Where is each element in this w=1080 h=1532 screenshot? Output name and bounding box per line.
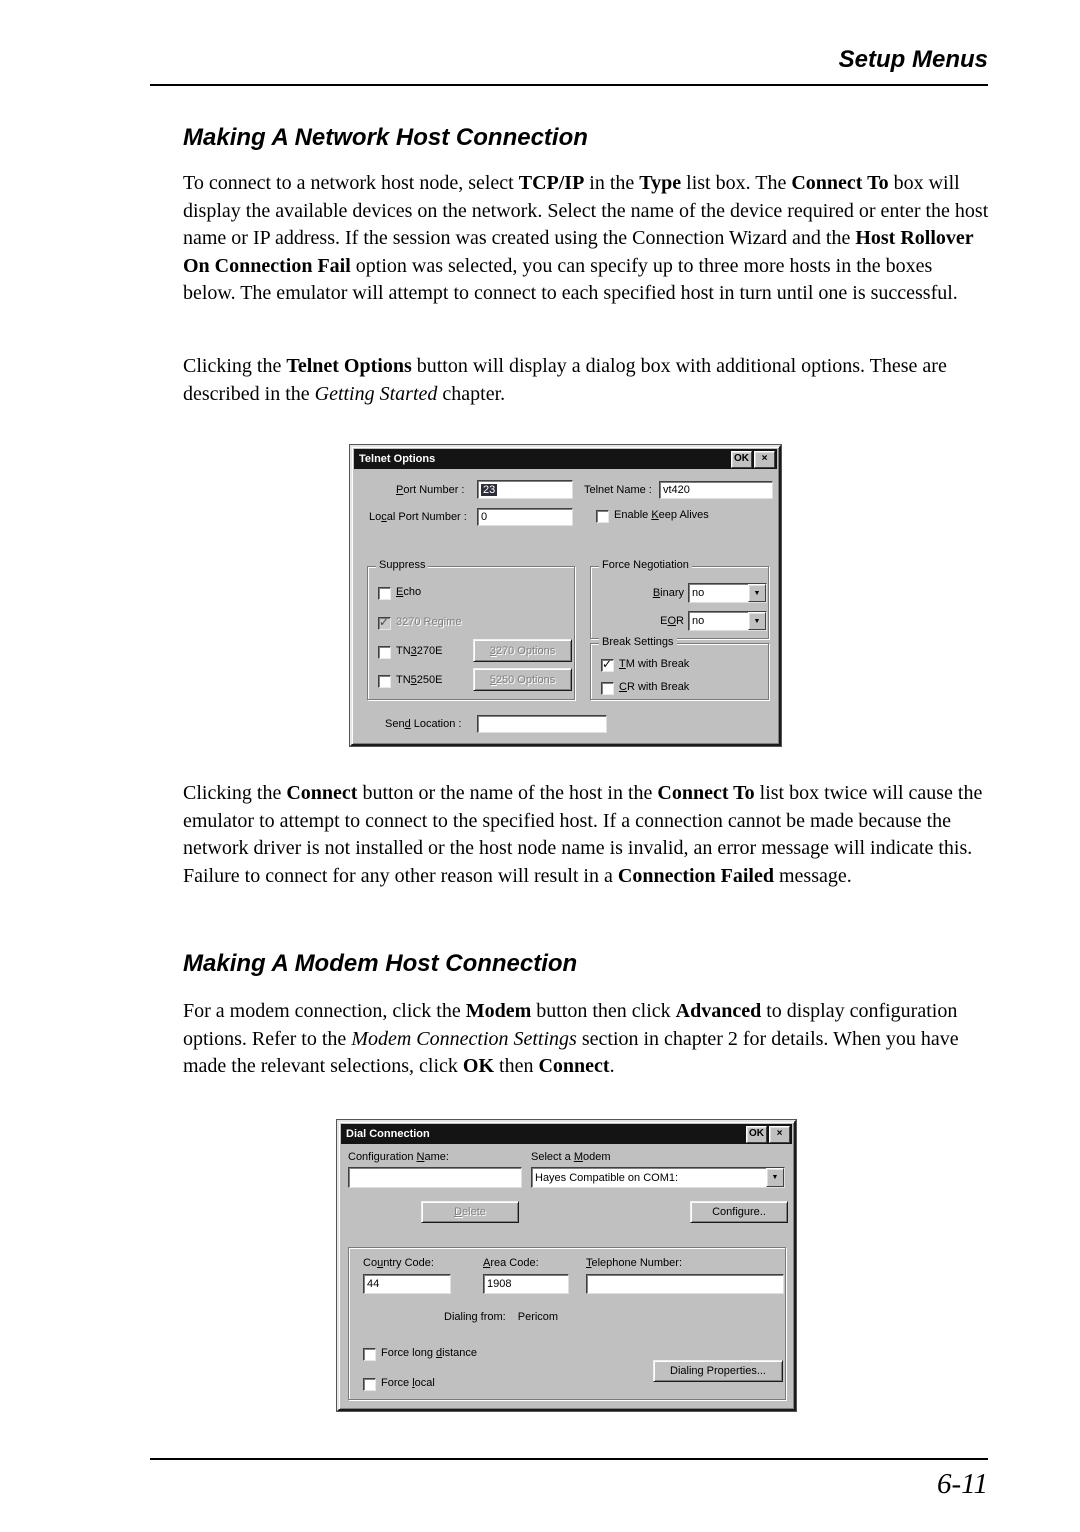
eor-select[interactable]: [688, 611, 767, 631]
ok-button[interactable]: OK: [731, 451, 752, 468]
force-negotiation-group: [590, 559, 769, 639]
delete-button[interactable]: D elete: [421, 1201, 519, 1223]
paragraph-network-3: Clicking the Connect button or the name of the host in the Connect To list box twice will cause the emulator to attempt to connect to the specified host. If a connection cannot be made because the network driver is not installed or the host node name is invalid, an error message will indicate this. Failure to connect for any other reason will result in a Connection Failed message.: [183, 782, 983, 887]
tm-break-checkbox[interactable]: [601, 659, 614, 672]
close-button[interactable]: ×: [769, 1126, 790, 1143]
telephone-number-label: Telephone Number:: [586, 1257, 683, 1269]
force-long-distance-label[interactable]: Force long distance: [381, 1347, 478, 1359]
port-number-value: 23: [483, 483, 496, 496]
5250-options-button[interactable]: 5 250 Options: [473, 668, 572, 691]
dial-connection-dialog: [337, 1120, 796, 1411]
telephone-number-input[interactable]: [586, 1274, 784, 1294]
area-code-label: Area Code:: [483, 1257, 539, 1269]
select-modem-label: Select a Modem: [531, 1151, 611, 1163]
cr-break-label[interactable]: CR with Break: [619, 681, 690, 693]
country-code-label: Country Code:: [363, 1257, 434, 1269]
country-code-input[interactable]: 44: [363, 1274, 451, 1294]
binary-label: Binary: [652, 587, 684, 599]
modem-select[interactable]: [531, 1167, 785, 1188]
keep-alives-checkbox-row: [596, 509, 709, 523]
telnet-dialog-title: Telnet Options: [359, 453, 436, 465]
telnet-dialog-titlebar[interactable]: [354, 449, 777, 469]
header-rule: [150, 84, 988, 86]
suppress-group-label: Suppress: [376, 559, 428, 571]
close-button[interactable]: ×: [754, 451, 775, 468]
port-number-input[interactable]: [477, 480, 573, 499]
binary-value: no: [692, 587, 705, 599]
configure-button[interactable]: Confi g ure..: [690, 1201, 788, 1223]
telnet-options-dialog: [350, 445, 781, 746]
paragraph-modem-1: For a modem connection, click the Modem button then click Advanced to display configuration options. Refer to the Modem Connection Settings section in chapter 2 for details. When you have made the relevant selections, click OK then Connect.: [183, 1000, 959, 1077]
dialing-from-row: [444, 1311, 558, 1323]
tn3270e-checkbox-row: [378, 645, 443, 659]
3270-regime-label: 3270 Regime: [396, 616, 462, 628]
3270-options-button[interactable]: 3 270 Options: [473, 639, 572, 662]
paragraph-network-2: Clicking the Telnet Options button will display a dialog box with additional options. These are described in the Getting Started chapter.: [183, 355, 947, 405]
tm-break-label[interactable]: TM with Break: [619, 658, 690, 670]
tn3270e-checkbox[interactable]: [378, 646, 391, 659]
section-heading-modem: Making A Modem Host Connection: [183, 950, 578, 977]
ok-button[interactable]: OK: [746, 1126, 767, 1143]
echo-label[interactable]: Echo: [396, 586, 422, 598]
break-settings-group-label: Break Settings: [599, 636, 677, 648]
force-negotiation-group-label: Force Negotiation: [599, 559, 692, 571]
tn5250e-checkbox[interactable]: [378, 675, 391, 688]
tm-break-checkbox-row: [601, 658, 689, 672]
area-code-input[interactable]: 1908: [483, 1274, 569, 1294]
break-settings-group: [590, 636, 769, 700]
telnet-name-input[interactable]: vt420: [659, 481, 773, 499]
echo-checkbox-row: [378, 586, 421, 600]
tn5250e-label[interactable]: TN5250E: [396, 674, 443, 686]
3270-regime-checkbox-row: [378, 616, 461, 630]
dialing-group: [348, 1247, 786, 1400]
modem-value: Hayes Compatible on COM1:: [535, 1171, 679, 1184]
port-number-label: Port Number :: [396, 484, 465, 496]
footer-rule: [150, 1458, 988, 1460]
cr-break-checkbox-row: [601, 681, 689, 695]
3270-regime-checkbox[interactable]: [378, 617, 391, 630]
keep-alives-label[interactable]: Enable Keep Alives: [614, 509, 709, 521]
suppress-group: [367, 559, 575, 700]
local-port-input[interactable]: 0: [477, 508, 573, 526]
echo-checkbox[interactable]: [378, 587, 391, 600]
dialing-properties-button[interactable]: Dialing Properties...: [653, 1360, 783, 1382]
local-port-label: Local Port Number :: [369, 511, 467, 523]
tn5250e-checkbox-row: [378, 674, 443, 688]
force-long-distance-checkbox-row: [363, 1347, 477, 1361]
page-number: 6-11: [936, 1468, 988, 1500]
configuration-name-input[interactable]: [348, 1167, 522, 1188]
telnet-name-label: Telnet Name :: [584, 484, 652, 496]
chevron-down-icon[interactable]: ▼: [766, 1168, 784, 1187]
send-location-label: Send Location :: [385, 718, 462, 730]
keep-alives-checkbox[interactable]: [596, 510, 609, 523]
dialing-from-value: Pericom: [517, 1311, 559, 1323]
running-head: Setup Menus: [838, 46, 988, 73]
dial-dialog-titlebar[interactable]: [341, 1124, 792, 1144]
dial-dialog-title: Dial Connection: [346, 1128, 430, 1140]
force-local-checkbox[interactable]: [363, 1378, 376, 1391]
send-location-input[interactable]: [477, 715, 607, 733]
chevron-down-icon[interactable]: ▼: [748, 612, 766, 630]
force-local-checkbox-row: [363, 1377, 435, 1391]
dialing-from-label: Dialing from:: [444, 1311, 506, 1323]
eor-label: EOR: [660, 615, 684, 627]
eor-value: no: [692, 615, 705, 627]
paragraph-network-1: To connect to a network host node, select TCP/IP in the Type list box. The Connect To box will display the available devices on the network. Select the name of the device required or enter the host name or IP address. If the session was created using the Connection Wizard and the Host Rollover On Connection Fail option was selected, you can specify up to three more hosts in the boxes below. The emulator will attempt to connect to each specified host in turn until one is successful.: [183, 172, 989, 304]
configuration-name-label: Configuration Name:: [348, 1151, 449, 1163]
section-heading-network: Making A Network Host Connection: [183, 124, 588, 151]
force-long-distance-checkbox[interactable]: [363, 1348, 376, 1361]
binary-select[interactable]: [688, 583, 767, 603]
chevron-down-icon[interactable]: ▼: [748, 584, 766, 602]
tn3270e-label[interactable]: TN3270E: [396, 645, 443, 657]
cr-break-checkbox[interactable]: [601, 682, 614, 695]
force-local-label[interactable]: Force local: [381, 1377, 435, 1389]
